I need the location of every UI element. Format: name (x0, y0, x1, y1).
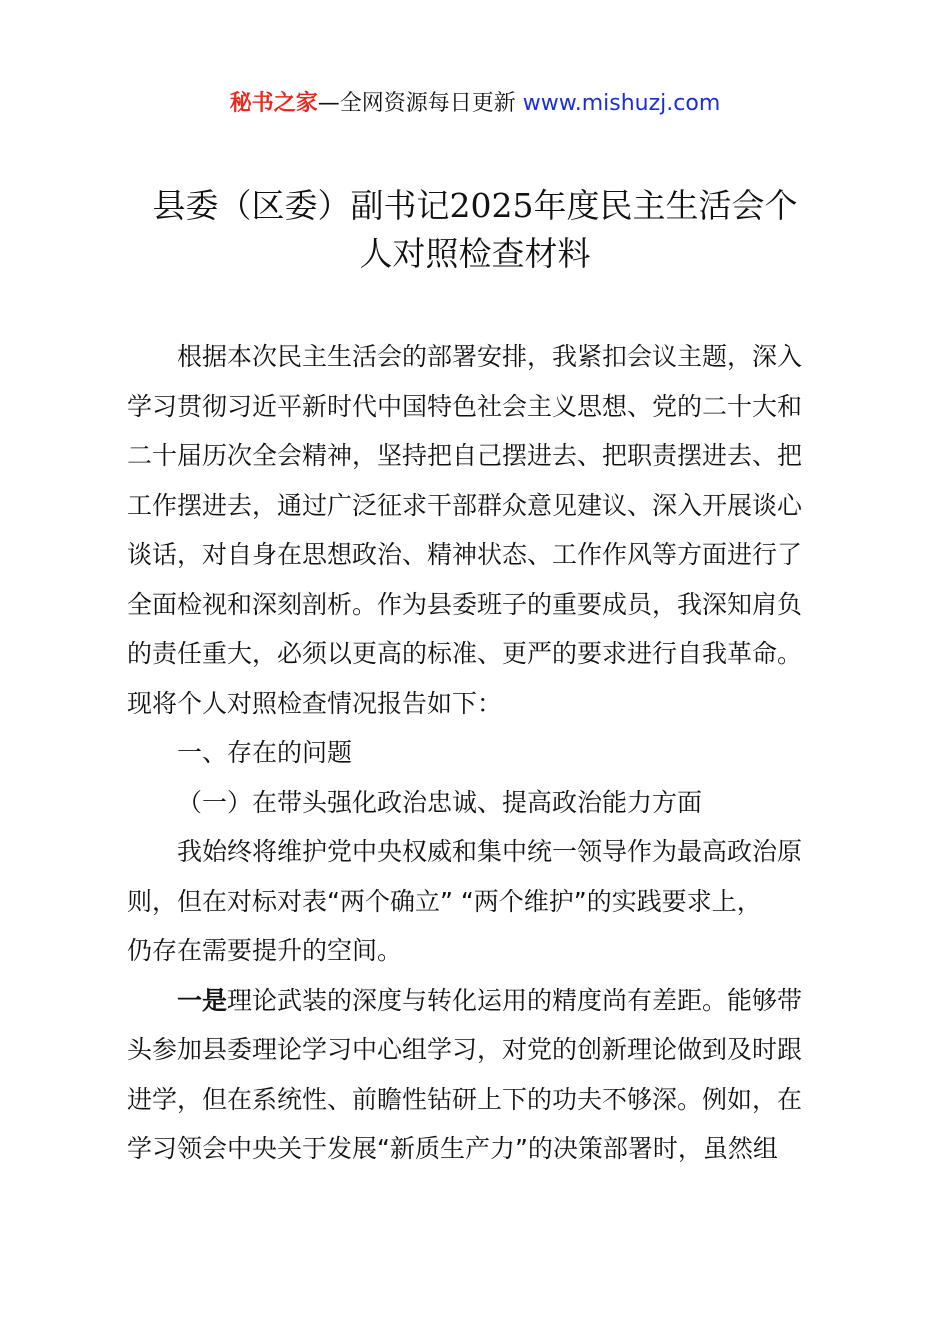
point-text: 理论武装的深度与转化运用的精度尚有差距。能够带 (227, 985, 803, 1015)
text-line: 学习领会中央关于发展“新质生产力”的决策部署时，虽然组 (127, 1134, 778, 1163)
document-title (120, 182, 830, 278)
point-1-paragraph (127, 976, 837, 1174)
title-line-2: 人对照检查材料 (359, 234, 591, 273)
header-banner (0, 88, 950, 120)
subsection-heading: （一）在带头强化政治忠诚、提高政治能力方面 (177, 787, 703, 817)
text-line: 仍存在需要提升的空间。 (127, 936, 403, 965)
text-line: 根据本次民主生活会的部署安排，我紧扣会议主题，深入 (177, 342, 803, 371)
text-line: 则，但在对标对表“两个确立” “两个维护”的实践要求上， (127, 886, 762, 916)
text-line: 的责任重大，必须以更高的标准、更严的要求进行自我革命。 (127, 639, 803, 668)
text-line: 全面检视和深刻剖析。作为县委班子的重要成员，我深知肩负 (127, 589, 803, 619)
text-line: 头参加县委理论学习中心组学习，对党的创新理论做到及时跟 (127, 1035, 803, 1064)
point-lead: 一是 (177, 985, 228, 1015)
text-line: 工作摆进去，通过广泛征求干部群众意见建议、深入开展谈心 (127, 490, 803, 520)
intro-paragraph (127, 332, 837, 728)
text-line: 学习贯彻习近平新时代中国特色社会主义思想、党的二十大和 (127, 391, 803, 421)
banner-url[interactable]: www.mishuzj.com (522, 91, 721, 116)
text-line: 二十届历次全会精神，坚持把自己摆进去、把职责摆进去、把 (127, 441, 803, 470)
document-body (127, 332, 837, 1174)
text-line (127, 976, 837, 1026)
text-line: 我始终将维护党中央权威和集中统一领导作为最高政治原 (177, 837, 803, 866)
text-line: 进学，但在系统性、前瞻性钻研上下的功夫不够深。例如，在 (127, 1084, 803, 1114)
section-heading: 一、存在的问题 (177, 738, 353, 767)
text-line: 现将个人对照检查情况报告如下： (127, 688, 503, 718)
text-line: 谈话，对自身在思想政治、精神状态、工作作风等方面进行了 (127, 540, 803, 569)
paragraph-2 (127, 827, 837, 976)
banner-tagline: —全网资源每日更新 (317, 91, 523, 116)
title-line-1: 县委（区委）副书记2025年度民主生活会个 (152, 186, 798, 225)
brand-name: 秘书之家 (229, 91, 318, 116)
